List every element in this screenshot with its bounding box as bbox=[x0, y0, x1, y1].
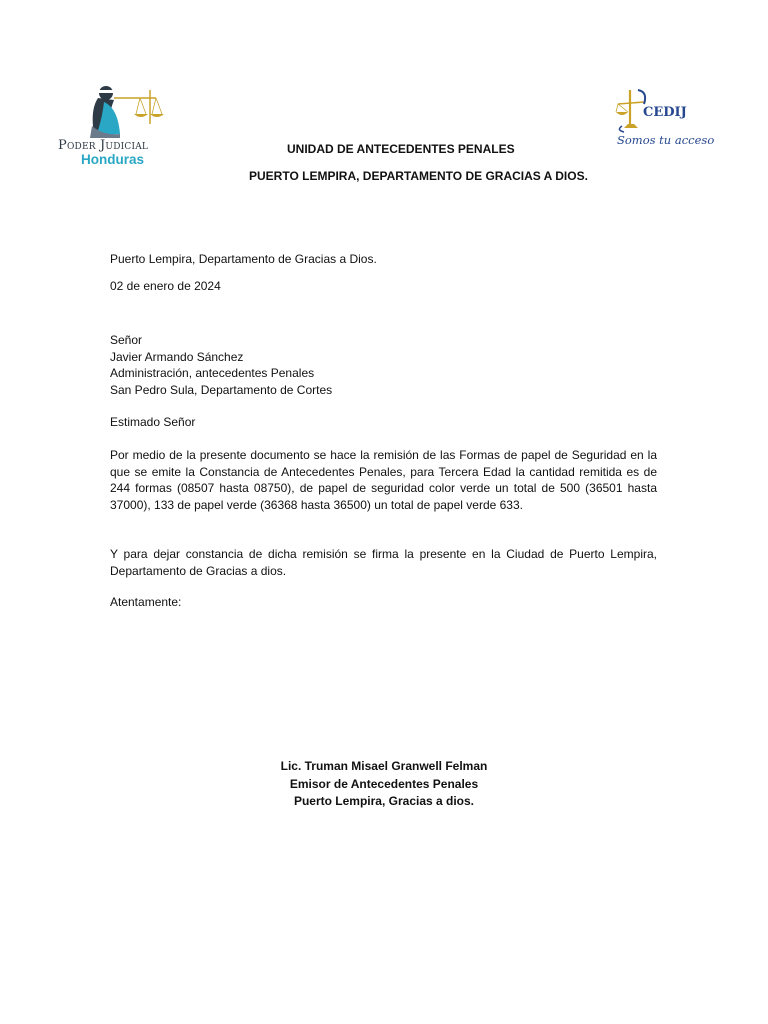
justice-figure-icon bbox=[84, 84, 164, 140]
logo-text-honduras: Honduras bbox=[81, 152, 145, 167]
cedij-logo bbox=[612, 86, 716, 150]
poder-judicial-logo bbox=[56, 84, 168, 176]
logo-text-cedij: CEDIJ bbox=[643, 105, 687, 120]
letter-date: 02 de enero de 2024 bbox=[110, 279, 221, 293]
body-paragraph-2: Y para dejar constancia de dicha remisión se firma la presente en la Ciudad de Puerto Lempira, Departamento de Gracias a dios. bbox=[110, 547, 657, 578]
recipient-location: San Pedro Sula, Departamento de Cortes bbox=[110, 382, 333, 397]
logo-text-slogan: Somos tu acceso bbox=[617, 133, 715, 147]
header-title-unit: UNIDAD DE ANTECEDENTES PENALES bbox=[287, 142, 515, 156]
header-title-location: PUERTO LEMPIRA, DEPARTAMENTO DE GRACIAS A DIOS. bbox=[249, 169, 588, 183]
logo-text-poder-judicial: Poder Judicial bbox=[58, 138, 149, 153]
signature-name: Lic. Truman Misael Granwell Felman bbox=[280, 759, 488, 773]
letter-place: Puerto Lempira, Departamento de Gracias a Dios. bbox=[110, 252, 377, 266]
recipient-department: Administración, antecedentes Penales bbox=[110, 366, 315, 380]
greeting: Estimado Señor bbox=[110, 415, 196, 429]
recipient-title: Señor bbox=[110, 333, 143, 347]
recipient-name: Javier Armando Sánchez bbox=[110, 349, 244, 364]
closing: Atentamente: bbox=[110, 595, 182, 609]
signature-place: Puerto Lempira, Gracias a dios. bbox=[293, 794, 475, 808]
body-paragraph-1: Por medio de la presente documento se hace la remisión de las Formas de papel de Seguridad en la que se emite la Constancia de Antecedentes Penales, para Tercera Edad la cantidad remitida es de 244 formas (08507 hasta 08750), de papel de seguridad color verde un total de 500 (36501 hasta 37000), 133 de papel verde (36368 hasta 36500) un total de papel verde 633. bbox=[110, 448, 657, 512]
signature-role: Emisor de Antecedentes Penales bbox=[289, 776, 479, 791]
